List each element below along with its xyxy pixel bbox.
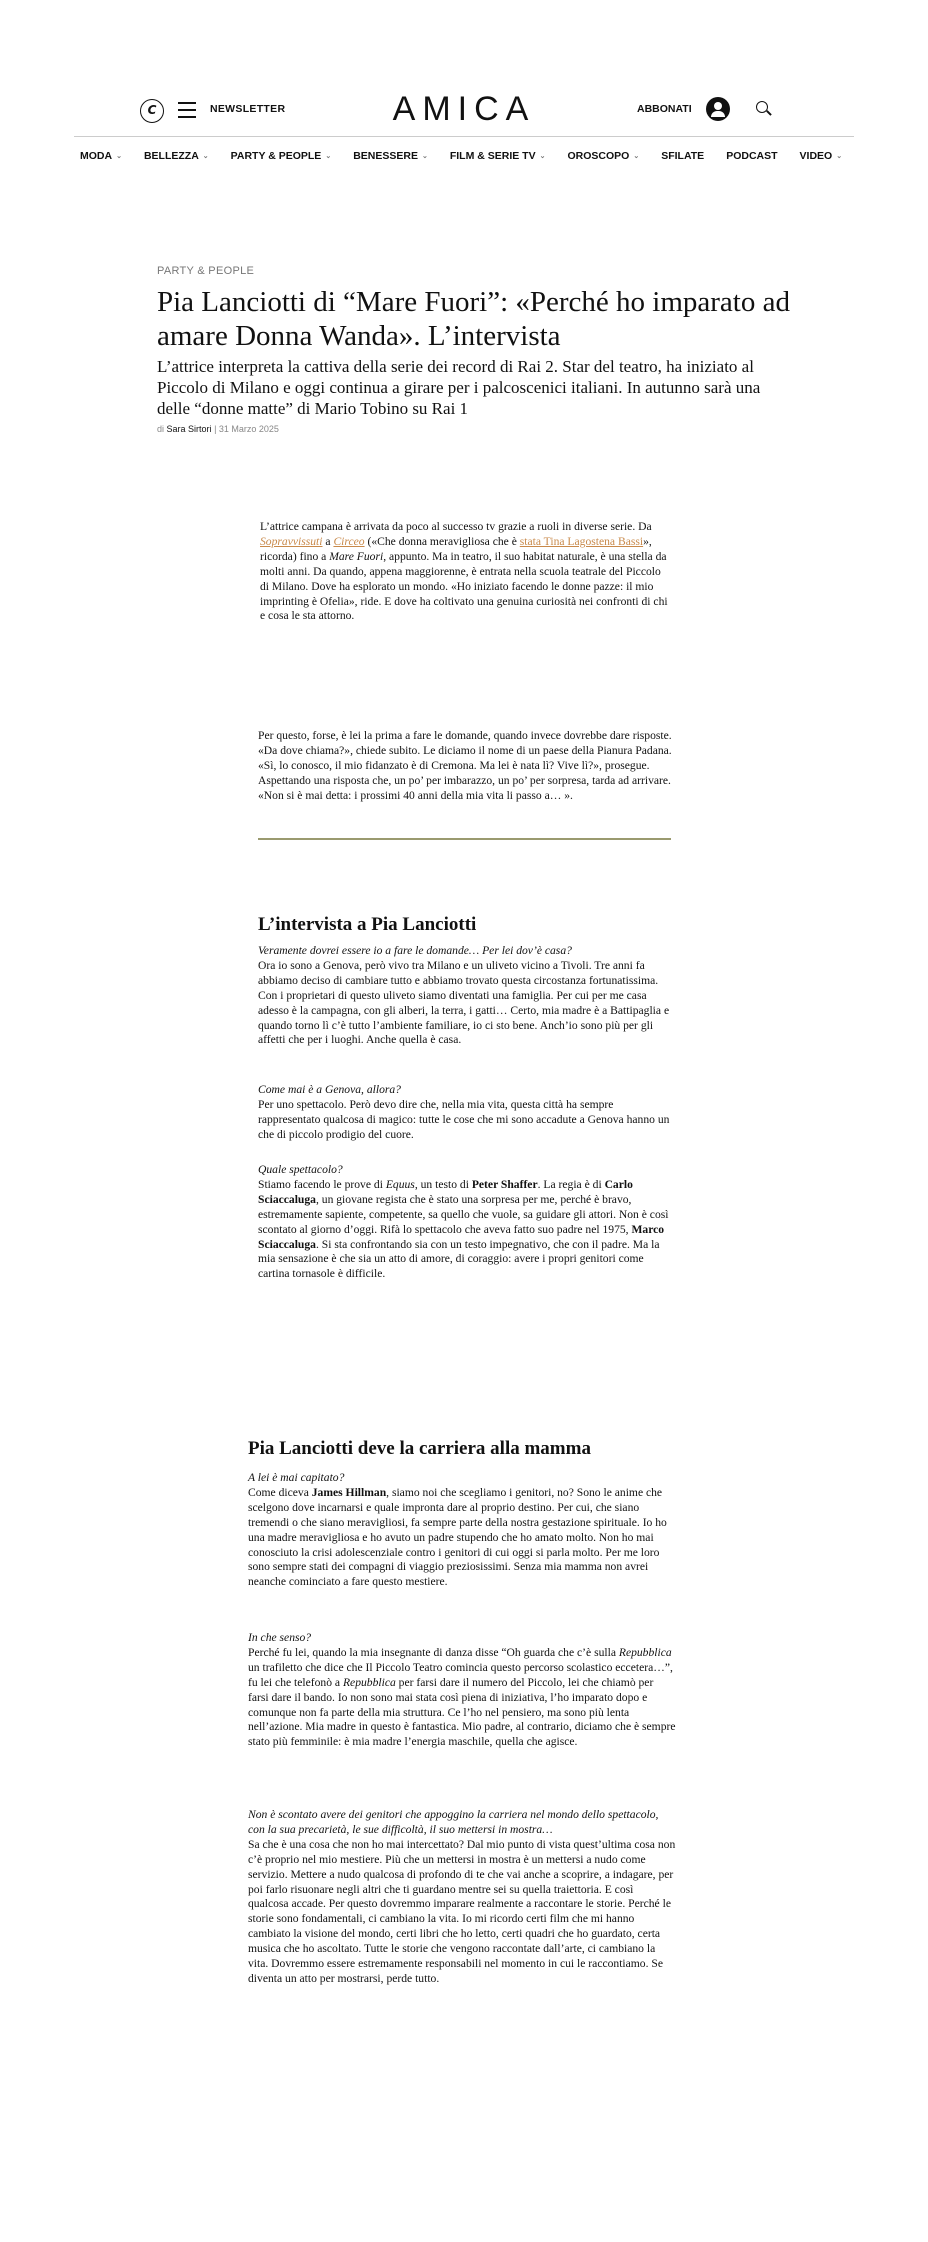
section-heading: Pia Lanciotti deve la carriera alla mamma: [248, 1438, 591, 1459]
header-divider: [74, 136, 854, 137]
nav-item-oroscopo[interactable]: [567, 150, 639, 162]
nav-label: PARTY & PEOPLE: [230, 150, 322, 162]
chevron-down-icon: ⌄: [421, 153, 428, 160]
c-logo-icon[interactable]: C: [140, 99, 164, 123]
question: A lei è mai capitato?: [248, 1471, 345, 1484]
nav-item-video[interactable]: [800, 150, 843, 162]
link-tina-lagostena-bassi[interactable]: stata Tina Lagostena Bassi: [519, 534, 644, 548]
search-icon[interactable]: [756, 101, 768, 113]
section-tag[interactable]: PARTY & PEOPLE: [157, 265, 255, 277]
question: Quale spettacolo?: [258, 1163, 343, 1176]
nav-label: OROSCOPO: [567, 150, 630, 162]
nav-label: VIDEO: [799, 150, 833, 162]
article-title: Pia Lanciotti di “Mare Fuori”: «Perché ho imparato ad amare Donna Wanda». L’intervista: [157, 286, 790, 352]
nav-label: PODCAST: [726, 150, 778, 162]
section-divider: [258, 838, 671, 840]
answer: Sa che è una cosa che non ho mai intercettato? Dal mio punto di vista quest’ultima cosa non c’è proprio nel mio mestiere. Più che un mettersi in mostra è un mettersi a nudo come servizio. Mettere a nudo qualcosa di profondo di te che vai anche a scoprire, a indagare, per poi farlo risuonare negli altri che ti guardano mentre sei su quella traiettoria. E così qualcosa accade. Per questo dovremmo imparare realmente a raccontare le storie. Perché le storie sono fondamentali, ci cambiano la vita. Io mi ricordo certi film che mi hanno cambiato la visione del mondo, certi libri che ho letto, certi quadri che ho guardato, certa musica che ho ascoltato. Tutte le storie che vengono raccontate dall’arte, ci cambiano la vita. Dovremmo essere estremamente responsabili nel momento in cui le raccontiamo. Se diventa un atto per mostrarsi, perde tutto.: [248, 1837, 676, 1985]
question: Non è scontato avere dei genitori che appoggino la carriera nel mondo dello spettacolo, con la sua precarietà, le sue difficoltà, il suo mettersi in mostra…: [248, 1808, 659, 1836]
nav-item-sfilate[interactable]: [661, 150, 704, 162]
nav-item-bellezza[interactable]: [144, 150, 209, 162]
chevron-down-icon: ⌄: [325, 153, 332, 160]
body-paragraph: Per questo, forse, è lei la prima a fare le domande, quando invece dovrebbe dare risposte. «Da dove chiama?», chiede subito. Le diciamo il nome di un paese della Pianura Padana. «Sì, lo conosco, il mio fidanzato è di Cremona. Ma lei è nata lì? Vive lì?», prosegue. Aspettando una risposta che, un po’ per imbarazzo, un po’ per sorpresa, tarda ad arrivare. «Non si è mai detta: i prossimi 40 anni della mia vita li passo a… ».: [258, 729, 672, 802]
nav-item-party-people[interactable]: [231, 150, 332, 162]
qa-block: [258, 944, 676, 1048]
newsletter-link[interactable]: NEWSLETTER: [210, 103, 286, 115]
chevron-down-icon: ⌄: [202, 153, 209, 160]
nav-label: FILM & SERIE TV: [449, 150, 536, 162]
nav-item-film-serie-tv[interactable]: [450, 150, 546, 162]
nav-label: SFILATE: [661, 150, 705, 162]
link-circeo[interactable]: Circeo: [333, 534, 365, 548]
publish-date: | 31 Marzo 2025: [214, 424, 279, 434]
answer: Ora io sono a Genova, però vivo tra Milano e un uliveto vicino a Tivoli. Tre anni fa abbiamo deciso di cambiare tutto e abbiamo trovato questa circostanza fortunatissima. Con i proprietari di questo uliveto siamo diventati una famiglia. Per cui per me casa adesso è la campagna, con gli alberi, la terra, i gatti… Certo, mia madre è a Battipaglia e quando torno lì c’è tutto l’ambiente familiare, io ci sto bene. Anch’io sono più per gli affetti che per i luoghi. Anche quella è casa.: [258, 958, 670, 1047]
user-icon[interactable]: [706, 97, 730, 121]
abbonati-link[interactable]: ABBONATI: [637, 103, 692, 115]
chevron-down-icon: ⌄: [539, 153, 546, 160]
byline-prefix: di: [157, 424, 165, 434]
article-standfirst: L’attrice interpreta la cattiva della serie dei record di Rai 2. Star del teatro, ha iniziato al Piccolo di Milano e oggi continua a girare per i palcoscenici italiani. In autunno sarà una delle “donne matte” di Mario Tobino su Rai 1: [157, 357, 761, 418]
nav-item-podcast[interactable]: [726, 150, 777, 162]
intro-paragraph: L’attrice campana è arrivata da poco al successo tv grazie a ruoli in diverse serie. Da Sopravvissuti a Circeo («Che donna meravigliosa che è stata Tina Lagostena Bassi», ricorda) fino a Mare Fuori, appunto. Ma in teatro, il suo habitat naturale, è una stella da molti anni. Da quando, appena maggiorenne, è entrata nella scuola teatrale del Piccolo di Milano. Dove ha esplorato un mondo. «Ho iniziato facendo le donne pazze: il mio imprinting è Ofelia», ride. E dove ha coltivato una genuina curiosità nei confronti di chi e cosa le sta attorno.: [260, 520, 668, 623]
brand-logo[interactable]: AMICA: [392, 90, 536, 128]
nav-label: BENESSERE: [353, 150, 418, 162]
site-header: [74, 88, 854, 134]
qa-block: [258, 1083, 676, 1143]
qa-block: In che senso? Perché fu lei, quando la mia insegnante di danza disse “Oh guarda che c’è sulla Repubblica un trafiletto che dice che Il Piccolo Teatro comincia questo percorso scolastico eccetera…”, fu lei che telefonò a Repubblica per farsi dare il numero del Piccolo, lei che chiamò per farsi dare il bando. Io non sono mai stata così piena di iniziativa, l’ho imparato dopo e comunque non fa parte della mia struttura. Ce l’ho nel pensiero, ma sono più lenta nell’azione. Mia madre in questo è fantastica. Mio padre, al contrario, diciamo che è sempre stato più femminile: è mia madre l’energia maschile, quella che agisce.: [248, 1631, 676, 1749]
nav-label: MODA: [80, 150, 113, 162]
section-heading: L’intervista a Pia Lanciotti: [258, 914, 477, 935]
main-nav: [80, 150, 850, 162]
author-link[interactable]: Sara Sirtori: [166, 424, 212, 434]
answer: Per uno spettacolo. Però devo dire che, nella mia vita, questa città ha sempre rappresentato qualcosa di magico: tutte le cose che mi sono accadute a Genova hanno un che di piccolo prodigio del cuore.: [258, 1097, 670, 1141]
menu-icon[interactable]: [178, 102, 196, 118]
question: In che senso?: [248, 1631, 312, 1644]
nav-item-benessere[interactable]: [353, 150, 428, 162]
question: Veramente dovrei essere io a fare le domande… Per lei dov’è casa?: [258, 944, 572, 957]
link-sopravvissuti[interactable]: Sopravvissuti: [260, 534, 323, 548]
nav-item-moda[interactable]: [80, 150, 122, 162]
chevron-down-icon: ⌄: [633, 153, 640, 160]
chevron-down-icon: ⌄: [116, 153, 122, 160]
byline: [157, 424, 279, 434]
qa-block: Quale spettacolo? Stiamo facendo le prove di Equus, un testo di Peter Shaffer. La regia è di Carlo Sciaccaluga, un giovane regista che è stato una sorpresa per me, perché è bravo, estremamente sapiente, competente, sa quello che vuole, sa guidare gli attori. Non è così scontato al giorno d’oggi. Rifà lo spettacolo che aveva fatto suo padre nel 1975, Marco Sciaccaluga. Si sta confrontando sia con un testo impegnativo, che con il padre. Ma la mia sensazione è che sia un atto di amore, di coraggio: avere i propri genitori come cartina tornasole è difficile.: [258, 1163, 676, 1282]
qa-block: A lei è mai capitato? Come diceva James Hillman, siamo noi che scegliamo i genitori, no? Sono le anime che scelgono dove incarnarsi e quale impronta dare al proprio destino. Per cui, che siano tremendi o che siano meravigliosi, fa sempre parte della nostra gestazione spirituale. Io ho una madre meravigliosa e ho avuto un padre stupendo che ho amato molto. Non ho mai conosciuto la crisi adolescenziale contro i genitori di cui oggi si parla molto. Per me loro sono sempre stati dei compagni di viaggio preziosissimi. Senza mia mamma non avrei neanche cominciato a fare questo mestiere.: [248, 1471, 676, 1590]
question: Come mai è a Genova, allora?: [258, 1083, 401, 1096]
nav-label: BELLEZZA: [143, 150, 199, 162]
qa-block: [248, 1808, 676, 1987]
chevron-down-icon: ⌄: [836, 153, 843, 160]
